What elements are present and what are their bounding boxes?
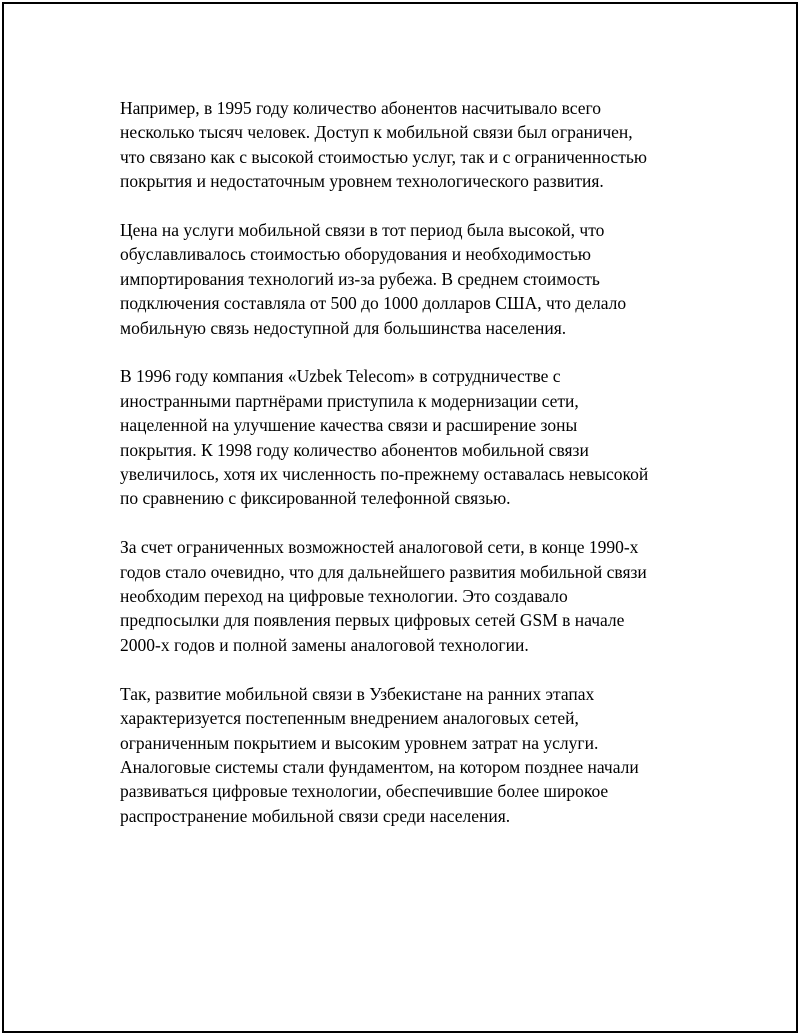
document-body	[120, 96, 692, 853]
paragraph-2: Цена на услуги мобильной связи в тот период была высокой, что обуславливалось стоимостью оборудования и необходимостью импортирования технологий из-за рубежа. В среднем стоимость подключения составляла от 500 до 1000 долларов США, что делало мобильную связь недоступной для большинства населения.	[120, 220, 627, 338]
paragraph-4: За счет ограниченных возможностей аналоговой сети, в конце 1990-х годов стало очевидно, что для дальнейшего развития мобильной связи необходим переход на цифровые технологии. Это создавало предпосылки для появления первых цифровых сетей GSM в начале 2000-х годов и полной замены аналоговой технологии.	[120, 537, 647, 655]
paragraph-1: Например, в 1995 году количество абонентов насчитывало всего несколько тысяч человек. Доступ к мобильной связи был ограничен, что связано как с высокой стоимостью услуг, так и с ограниченностью покрытия и недостаточным уровнем технологического развития.	[120, 98, 647, 192]
paragraph-5: Так, развитие мобильной связи в Узбекистане на ранних этапах характеризуется постепенным внедрением аналоговых сетей, ограниченным покрытием и высоким уровнем затрат на услуги. Аналоговые системы стали фундаментом, на котором позднее начали развиваться цифровые технологии, обеспечившие более широкое распространение мобильной связи среди населения.	[120, 683, 639, 826]
document-page	[2, 2, 798, 1033]
paragraph-3: В 1996 году компания «Uzbek Telecom» в сотрудничестве с иностранными партнёрами приступила к модернизации сети, нацеленной на улучшение качества связи и расширение зоны покрытия. К 1998 году количество абонентов мобильной связи увеличилось, хотя их численность по-прежнему оставалась невысокой по сравнению с фиксированной телефонной связью.	[120, 366, 649, 509]
